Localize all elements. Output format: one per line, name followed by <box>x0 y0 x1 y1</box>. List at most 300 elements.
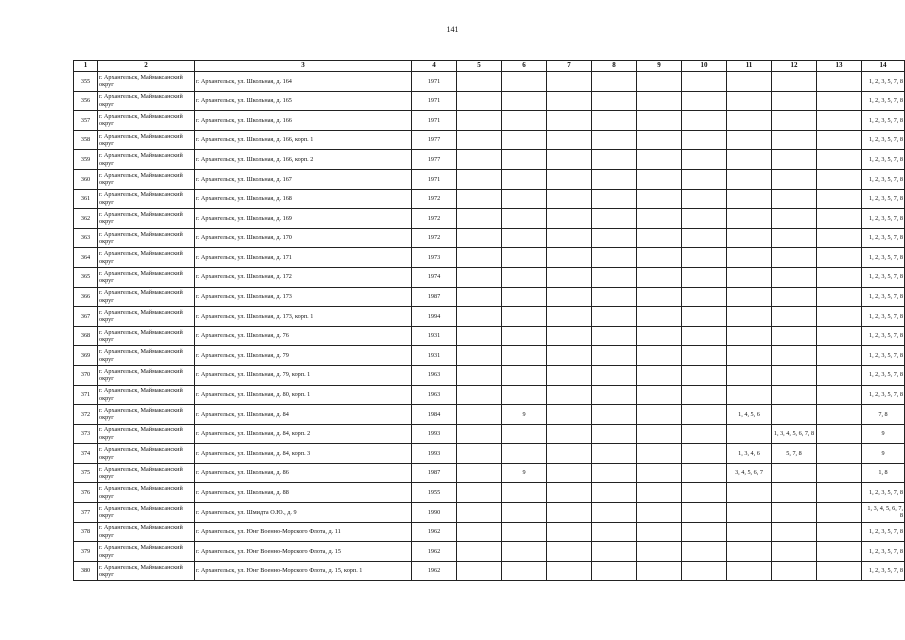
col11-cell: 1, 4, 5, 6 <box>727 405 772 425</box>
col9-cell <box>637 72 682 92</box>
col8-cell <box>592 91 637 111</box>
col5-cell <box>457 346 502 366</box>
col13-cell <box>817 72 862 92</box>
table-row <box>74 248 905 268</box>
address-cell: г. Архангельск, ул. Юнг Военно-Морского Флота, д. 11 <box>195 522 412 542</box>
col9-cell <box>637 169 682 189</box>
col5-cell <box>457 463 502 483</box>
col6-cell <box>502 209 547 229</box>
year-cell: 1962 <box>412 542 457 562</box>
col12-cell <box>772 503 817 523</box>
year-cell: 1972 <box>412 228 457 248</box>
col6-cell <box>502 150 547 170</box>
year-cell: 1994 <box>412 307 457 327</box>
col10-cell <box>682 503 727 523</box>
col5-cell <box>457 267 502 287</box>
address-cell: г. Архангельск, ул. Школьная, д. 84 <box>195 405 412 425</box>
col12-cell <box>772 150 817 170</box>
col6-cell <box>502 130 547 150</box>
address-cell: г. Архангельск, ул. Школьная, д. 172 <box>195 267 412 287</box>
table-row <box>74 307 905 327</box>
col11-cell <box>727 169 772 189</box>
col7-cell <box>547 169 592 189</box>
col8-cell <box>592 189 637 209</box>
col5-cell <box>457 130 502 150</box>
row-number-cell: 359 <box>74 150 98 170</box>
district-cell: г. Архангельск, Маймаксанский округ <box>98 169 195 189</box>
col14-cell: 1, 2, 3, 5, 7, 8 <box>862 385 905 405</box>
col13-cell <box>817 169 862 189</box>
table-row <box>74 130 905 150</box>
col10-cell <box>682 346 727 366</box>
col14-cell: 1, 2, 3, 5, 7, 8 <box>862 287 905 307</box>
row-number-cell: 360 <box>74 169 98 189</box>
row-number-cell: 369 <box>74 346 98 366</box>
row-number-cell: 362 <box>74 209 98 229</box>
col6-cell <box>502 307 547 327</box>
col12-cell <box>772 483 817 503</box>
header-row <box>74 61 905 72</box>
col13-cell <box>817 424 862 444</box>
col6-cell: 9 <box>502 463 547 483</box>
table-row <box>74 150 905 170</box>
row-number-cell: 380 <box>74 561 98 581</box>
col7-cell <box>547 483 592 503</box>
address-cell: г. Архангельск, ул. Школьная, д. 79, корп. 1 <box>195 365 412 385</box>
district-cell: г. Архангельск, Маймаксанский округ <box>98 561 195 581</box>
col5-cell <box>457 542 502 562</box>
address-cell: г. Архангельск, ул. Школьная, д. 80, корп. 1 <box>195 385 412 405</box>
col11-cell <box>727 503 772 523</box>
table-row <box>74 111 905 131</box>
col12-cell <box>772 91 817 111</box>
col10-cell <box>682 228 727 248</box>
address-cell: г. Архангельск, ул. Школьная, д. 84, корп. 3 <box>195 444 412 464</box>
col8-cell <box>592 483 637 503</box>
col7-cell <box>547 130 592 150</box>
table-row <box>74 561 905 581</box>
row-number-cell: 368 <box>74 326 98 346</box>
col13-cell <box>817 267 862 287</box>
col7-cell <box>547 424 592 444</box>
column-header: 11 <box>727 61 772 72</box>
col6-cell <box>502 228 547 248</box>
col14-cell: 1, 2, 3, 5, 7, 8 <box>862 267 905 287</box>
col8-cell <box>592 150 637 170</box>
col14-cell: 1, 2, 3, 5, 7, 8 <box>862 248 905 268</box>
col12-cell <box>772 189 817 209</box>
col5-cell <box>457 307 502 327</box>
address-cell: г. Архангельск, ул. Юнг Военно-Морского Флота, д. 15, корп. 1 <box>195 561 412 581</box>
col6-cell <box>502 503 547 523</box>
year-cell: 1984 <box>412 405 457 425</box>
col14-cell: 1, 2, 3, 5, 7, 8 <box>862 228 905 248</box>
col6-cell <box>502 561 547 581</box>
col9-cell <box>637 385 682 405</box>
row-number-cell: 378 <box>74 522 98 542</box>
col14-cell: 1, 2, 3, 5, 7, 8 <box>862 307 905 327</box>
col9-cell <box>637 189 682 209</box>
col8-cell <box>592 365 637 385</box>
col6-cell <box>502 522 547 542</box>
year-cell: 1993 <box>412 444 457 464</box>
col6-cell <box>502 542 547 562</box>
col6-cell <box>502 424 547 444</box>
col6-cell <box>502 483 547 503</box>
col9-cell <box>637 522 682 542</box>
col13-cell <box>817 287 862 307</box>
row-number-cell: 374 <box>74 444 98 464</box>
year-cell: 1990 <box>412 503 457 523</box>
col11-cell <box>727 209 772 229</box>
col7-cell <box>547 150 592 170</box>
col7-cell <box>547 287 592 307</box>
col5-cell <box>457 522 502 542</box>
row-number-cell: 363 <box>74 228 98 248</box>
col10-cell <box>682 483 727 503</box>
col13-cell <box>817 189 862 209</box>
col12-cell <box>772 248 817 268</box>
col7-cell <box>547 189 592 209</box>
year-cell: 1977 <box>412 150 457 170</box>
col8-cell <box>592 346 637 366</box>
address-cell: г. Архангельск, ул. Школьная, д. 164 <box>195 72 412 92</box>
table-row <box>74 542 905 562</box>
col6-cell <box>502 72 547 92</box>
col7-cell <box>547 228 592 248</box>
col7-cell <box>547 307 592 327</box>
col12-cell <box>772 209 817 229</box>
col12-cell <box>772 326 817 346</box>
col11-cell <box>727 287 772 307</box>
col8-cell <box>592 561 637 581</box>
col5-cell <box>457 444 502 464</box>
col9-cell <box>637 483 682 503</box>
col5-cell <box>457 209 502 229</box>
col13-cell <box>817 307 862 327</box>
col8-cell <box>592 444 637 464</box>
col10-cell <box>682 150 727 170</box>
col8-cell <box>592 209 637 229</box>
year-cell: 1955 <box>412 483 457 503</box>
col14-cell: 9 <box>862 424 905 444</box>
col11-cell: 3, 4, 5, 6, 7 <box>727 463 772 483</box>
address-cell: г. Архангельск, ул. Школьная, д. 173, корп. 1 <box>195 307 412 327</box>
col5-cell <box>457 561 502 581</box>
column-header: 4 <box>412 61 457 72</box>
col14-cell: 9 <box>862 444 905 464</box>
table-row <box>74 287 905 307</box>
district-cell: г. Архангельск, Маймаксанский округ <box>98 483 195 503</box>
address-cell: г. Архангельск, ул. Школьная, д. 168 <box>195 189 412 209</box>
row-number-cell: 356 <box>74 91 98 111</box>
year-cell: 1931 <box>412 326 457 346</box>
col8-cell <box>592 424 637 444</box>
address-cell: г. Архангельск, ул. Школьная, д. 166, корп. 1 <box>195 130 412 150</box>
col6-cell <box>502 169 547 189</box>
table-row <box>74 267 905 287</box>
col10-cell <box>682 169 727 189</box>
col5-cell <box>457 150 502 170</box>
col12-cell: 5, 7, 8 <box>772 444 817 464</box>
col11-cell <box>727 483 772 503</box>
row-number-cell: 376 <box>74 483 98 503</box>
year-cell: 1993 <box>412 424 457 444</box>
col8-cell <box>592 326 637 346</box>
col5-cell <box>457 189 502 209</box>
col10-cell <box>682 287 727 307</box>
col11-cell <box>727 561 772 581</box>
table-row <box>74 483 905 503</box>
col7-cell <box>547 326 592 346</box>
col10-cell <box>682 130 727 150</box>
col11-cell: 1, 3, 4, 6 <box>727 444 772 464</box>
row-number-cell: 355 <box>74 72 98 92</box>
col13-cell <box>817 405 862 425</box>
col8-cell <box>592 169 637 189</box>
col14-cell: 7, 8 <box>862 405 905 425</box>
table-row <box>74 424 905 444</box>
col10-cell <box>682 365 727 385</box>
col13-cell <box>817 91 862 111</box>
year-cell: 1974 <box>412 267 457 287</box>
col10-cell <box>682 463 727 483</box>
year-cell: 1972 <box>412 209 457 229</box>
row-number-cell: 377 <box>74 503 98 523</box>
col12-cell <box>772 463 817 483</box>
district-cell: г. Архангельск, Маймаксанский округ <box>98 287 195 307</box>
row-number-cell: 375 <box>74 463 98 483</box>
col12-cell <box>772 169 817 189</box>
col11-cell <box>727 385 772 405</box>
col12-cell <box>772 405 817 425</box>
row-number-cell: 357 <box>74 111 98 131</box>
col9-cell <box>637 307 682 327</box>
col14-cell: 1, 2, 3, 5, 7, 8 <box>862 561 905 581</box>
address-cell: г. Архангельск, ул. Школьная, д. 84, корп. 2 <box>195 424 412 444</box>
year-cell: 1971 <box>412 169 457 189</box>
col11-cell <box>727 130 772 150</box>
table-row <box>74 463 905 483</box>
col6-cell <box>502 287 547 307</box>
col7-cell <box>547 463 592 483</box>
col8-cell <box>592 385 637 405</box>
row-number-cell: 358 <box>74 130 98 150</box>
column-header: 1 <box>74 61 98 72</box>
district-cell: г. Архангельск, Маймаксанский округ <box>98 130 195 150</box>
district-cell: г. Архангельск, Маймаксанский округ <box>98 189 195 209</box>
page-number: 141 <box>446 25 459 34</box>
year-cell: 1931 <box>412 346 457 366</box>
address-cell: г. Архангельск, ул. Школьная, д. 167 <box>195 169 412 189</box>
col10-cell <box>682 561 727 581</box>
col12-cell <box>772 561 817 581</box>
col12-cell <box>772 542 817 562</box>
col6-cell <box>502 111 547 131</box>
address-cell: г. Архангельск, ул. Школьная, д. 86 <box>195 463 412 483</box>
address-cell: г. Архангельск, ул. Школьная, д. 166, корп. 2 <box>195 150 412 170</box>
col7-cell <box>547 209 592 229</box>
col5-cell <box>457 424 502 444</box>
address-cell: г. Архангельск, ул. Школьная, д. 165 <box>195 91 412 111</box>
col7-cell <box>547 111 592 131</box>
address-cell: г. Архангельск, ул. Школьная, д. 76 <box>195 326 412 346</box>
col9-cell <box>637 326 682 346</box>
col9-cell <box>637 463 682 483</box>
col14-cell: 1, 2, 3, 5, 7, 8 <box>862 111 905 131</box>
year-cell: 1973 <box>412 248 457 268</box>
address-cell: г. Архангельск, ул. Шмидта О.Ю., д. 9 <box>195 503 412 523</box>
col9-cell <box>637 346 682 366</box>
district-cell: г. Архангельск, Маймаксанский округ <box>98 326 195 346</box>
col9-cell <box>637 150 682 170</box>
col13-cell <box>817 346 862 366</box>
col12-cell <box>772 287 817 307</box>
col9-cell <box>637 287 682 307</box>
table-row <box>74 209 905 229</box>
column-header: 3 <box>195 61 412 72</box>
col11-cell <box>727 346 772 366</box>
col13-cell <box>817 522 862 542</box>
col11-cell <box>727 72 772 92</box>
address-cell: г. Архангельск, ул. Школьная, д. 170 <box>195 228 412 248</box>
col13-cell <box>817 209 862 229</box>
col14-cell: 1, 2, 3, 5, 7, 8 <box>862 326 905 346</box>
table-row <box>74 405 905 425</box>
district-cell: г. Архангельск, Маймаксанский округ <box>98 365 195 385</box>
col8-cell <box>592 405 637 425</box>
col11-cell <box>727 522 772 542</box>
col8-cell <box>592 72 637 92</box>
table-row <box>74 503 905 523</box>
year-cell: 1972 <box>412 189 457 209</box>
table-row <box>74 189 905 209</box>
col11-cell <box>727 111 772 131</box>
address-cell: г. Архангельск, ул. Школьная, д. 166 <box>195 111 412 131</box>
col13-cell <box>817 248 862 268</box>
table-row <box>74 444 905 464</box>
col8-cell <box>592 130 637 150</box>
col7-cell <box>547 72 592 92</box>
year-cell: 1963 <box>412 385 457 405</box>
col14-cell: 1, 2, 3, 5, 7, 8 <box>862 346 905 366</box>
col13-cell <box>817 326 862 346</box>
col12-cell <box>772 522 817 542</box>
col9-cell <box>637 267 682 287</box>
district-cell: г. Архангельск, Маймаксанский округ <box>98 405 195 425</box>
column-header: 6 <box>502 61 547 72</box>
col14-cell: 1, 2, 3, 5, 7, 8 <box>862 150 905 170</box>
col7-cell <box>547 542 592 562</box>
row-number-cell: 364 <box>74 248 98 268</box>
district-cell: г. Архангельск, Маймаксанский округ <box>98 385 195 405</box>
col12-cell <box>772 307 817 327</box>
district-cell: г. Архангельск, Маймаксанский округ <box>98 91 195 111</box>
col11-cell <box>727 91 772 111</box>
col7-cell <box>547 267 592 287</box>
col12-cell <box>772 72 817 92</box>
col13-cell <box>817 463 862 483</box>
col10-cell <box>682 209 727 229</box>
col11-cell <box>727 424 772 444</box>
col10-cell <box>682 405 727 425</box>
district-cell: г. Архангельск, Маймаксанский округ <box>98 267 195 287</box>
col9-cell <box>637 111 682 131</box>
col10-cell <box>682 307 727 327</box>
col5-cell <box>457 248 502 268</box>
col5-cell <box>457 91 502 111</box>
table-body <box>74 72 905 581</box>
col6-cell <box>502 385 547 405</box>
column-header: 7 <box>547 61 592 72</box>
col7-cell <box>547 248 592 268</box>
year-cell: 1987 <box>412 463 457 483</box>
col14-cell: 1, 2, 3, 5, 7, 8 <box>862 365 905 385</box>
col10-cell <box>682 542 727 562</box>
district-cell: г. Архангельск, Маймаксанский округ <box>98 150 195 170</box>
column-header: 5 <box>457 61 502 72</box>
col13-cell <box>817 542 862 562</box>
col7-cell <box>547 385 592 405</box>
col6-cell <box>502 326 547 346</box>
col5-cell <box>457 228 502 248</box>
col6-cell <box>502 365 547 385</box>
col12-cell <box>772 130 817 150</box>
col14-cell: 1, 2, 3, 5, 7, 8 <box>862 209 905 229</box>
col9-cell <box>637 365 682 385</box>
col10-cell <box>682 189 727 209</box>
col9-cell <box>637 91 682 111</box>
col13-cell <box>817 130 862 150</box>
col9-cell <box>637 503 682 523</box>
district-cell: г. Архангельск, Маймаксанский округ <box>98 522 195 542</box>
col8-cell <box>592 111 637 131</box>
year-cell: 1971 <box>412 111 457 131</box>
col5-cell <box>457 483 502 503</box>
col7-cell <box>547 405 592 425</box>
col8-cell <box>592 228 637 248</box>
col6-cell <box>502 267 547 287</box>
col9-cell <box>637 542 682 562</box>
district-cell: г. Архангельск, Маймаксанский округ <box>98 503 195 523</box>
col11-cell <box>727 365 772 385</box>
col10-cell <box>682 72 727 92</box>
row-number-cell: 361 <box>74 189 98 209</box>
col10-cell <box>682 385 727 405</box>
col9-cell <box>637 130 682 150</box>
col5-cell <box>457 72 502 92</box>
table-row <box>74 72 905 92</box>
address-cell: г. Архангельск, ул. Школьная, д. 88 <box>195 483 412 503</box>
col14-cell: 1, 2, 3, 5, 7, 8 <box>862 189 905 209</box>
col12-cell <box>772 346 817 366</box>
col6-cell <box>502 346 547 366</box>
col11-cell <box>727 189 772 209</box>
col11-cell <box>727 267 772 287</box>
column-header: 8 <box>592 61 637 72</box>
col13-cell <box>817 111 862 131</box>
district-cell: г. Архангельск, Маймаксанский округ <box>98 111 195 131</box>
col7-cell <box>547 561 592 581</box>
col13-cell <box>817 365 862 385</box>
col14-cell: 1, 2, 3, 5, 7, 8 <box>862 522 905 542</box>
col11-cell <box>727 248 772 268</box>
col8-cell <box>592 503 637 523</box>
table-row <box>74 346 905 366</box>
col7-cell <box>547 346 592 366</box>
district-cell: г. Архангельск, Маймаксанский округ <box>98 346 195 366</box>
row-number-cell: 373 <box>74 424 98 444</box>
